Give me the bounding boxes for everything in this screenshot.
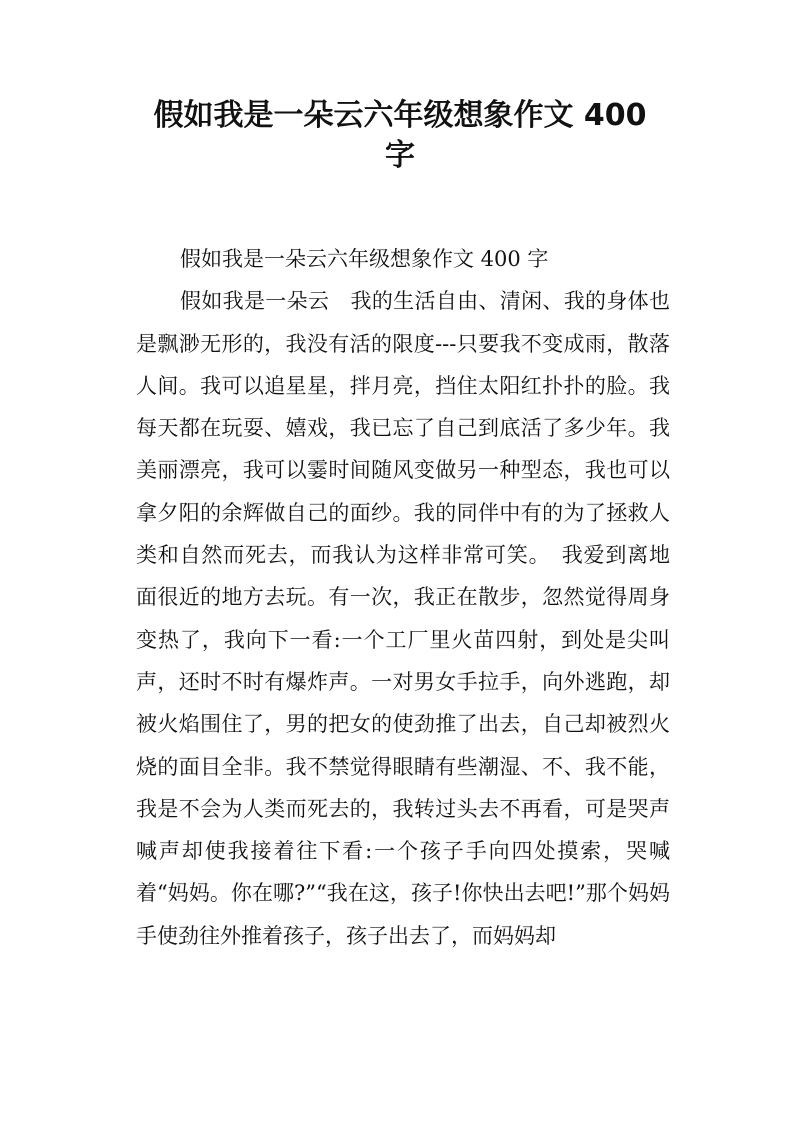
document-title <box>120 96 680 176</box>
document-subtitle: 假如我是一朵云六年级想象作文 400 字 <box>180 247 549 271</box>
document-title-line-2: 字 <box>385 138 415 173</box>
document-body <box>136 238 670 957</box>
document-paragraph: 假如我是一朵云 我的生活自由、清闲、我的身体也是飘渺无形的，我没有活的限度---只要我不变成雨，散落人间。我可以追星星，拌月亮，挡住太阳红扑扑的脸。我每天都在玩耍、嬉戏，我已忘了自己到底活了多少年。我美丽漂亮，我可以霎时间随风变做另一种型态，我也可以拿夕阳的余辉做自己的面纱。我的同伴中有的为了拯救人类和自然而死去，而我认为这样非常可笑。 我爱到离地面很近的地方去玩。有一次，我正在散步，忽然觉得周身变热了，我向下一看:一个工厂里火苗四射，到处是尖叫声，还时不时有爆炸声。一对男女手拉手，向外逃跑，却被火焰围住了，男的把女的使劲推了出去，自己却被烈火烧的面目全非。我不禁觉得眼睛有些潮湿、不、我不能，我是不会为人类而死去的，我转过头去不再看，可是哭声喊声却使我接着往下看:一个孩子手向四处摸索，哭喊着“妈妈。你在哪?”“我在这，孩子!你快出去吧!”那个妈妈手使劲往外推着孩子，孩子出去了，而妈妈却 <box>136 289 670 948</box>
document-title-line-1: 假如我是一朵云六年级想象作文 400 <box>153 98 647 133</box>
